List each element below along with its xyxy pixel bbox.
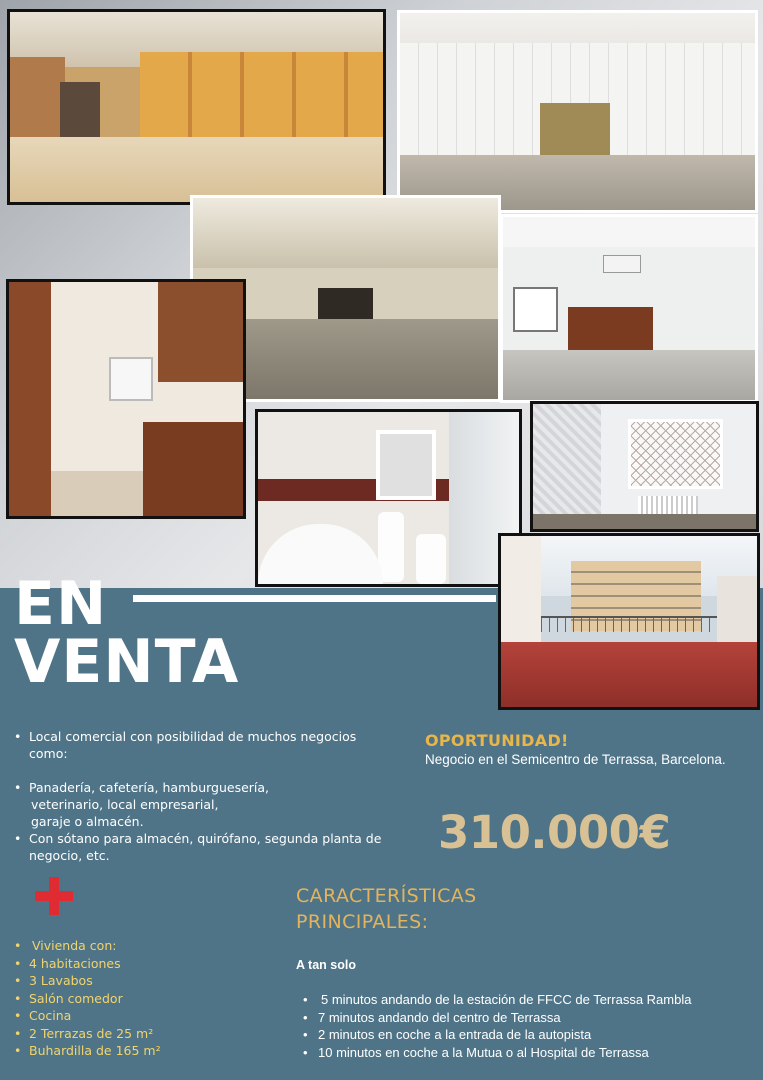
distance-item: • 7 minutos andando del centro de Terrassa [300,1009,691,1027]
characteristics-title [296,883,536,935]
business-features-list [12,728,392,864]
vivienda-item: • Salón comedor [12,990,161,1008]
characteristics-title-line-1: CARACTERÍSTICAS [296,885,477,907]
vivienda-item: • 4 habitaciones [12,955,161,973]
distance-item: • 5 minutos andando de la estación de FFCC de Terrassa Rambla [300,991,691,1009]
features-businesses-2: veterinario, local empresarial, [31,797,219,812]
features-businesses-3: garaje o almacén. [31,814,144,829]
headline-divider [133,595,496,602]
distance-item: • 2 minutos en coche a la entrada de la autopista [300,1026,691,1044]
distance-item: • 10 minutos en coche a la Mutua o al Hospital de Terrassa [300,1044,691,1062]
vivienda-item: • Vivienda con: [12,937,161,955]
photo-tiled-corridor [397,10,758,213]
headline-line-2: VENTA [14,627,240,697]
features-businesses-1: • Panadería, cafetería, hamburguesería, [12,779,392,796]
characteristics-subtitle: A tan solo [296,958,356,972]
photo-living-room [500,214,758,403]
headline [14,569,240,697]
vivienda-item: • 3 Lavabos [12,972,161,990]
features-basement-1: • Con sótano para almacén, quirófano, segunda planta de [12,830,392,847]
characteristics-title-line-2: PRINCIPALES: [296,911,429,933]
vivienda-item: • Cocina [12,1007,161,1025]
vivienda-item: • 2 Terrazas de 25 m² [12,1025,161,1043]
opportunity-text: Negocio en el Semicentro de Terrassa, Barcelona. [425,752,726,767]
plus-icon [35,877,73,915]
vivienda-item: • Buhardilla de 165 m² [12,1042,161,1060]
features-basement-2: negocio, etc. [29,848,110,863]
opportunity-title: OPORTUNIDAD! [425,731,569,750]
price: 310.000€ [438,806,671,859]
photo-empty-room [530,401,759,532]
vivienda-list [12,937,161,1060]
photo-terrace [498,533,760,710]
features-intro: • Local comercial con posibilidad de muchos negocios como: [12,728,392,762]
headline-line-1: EN [14,569,108,639]
distances-list [300,991,691,1061]
photo-bathroom [255,409,522,587]
photo-shop-interior [7,9,386,205]
photo-kitchen [6,279,246,519]
